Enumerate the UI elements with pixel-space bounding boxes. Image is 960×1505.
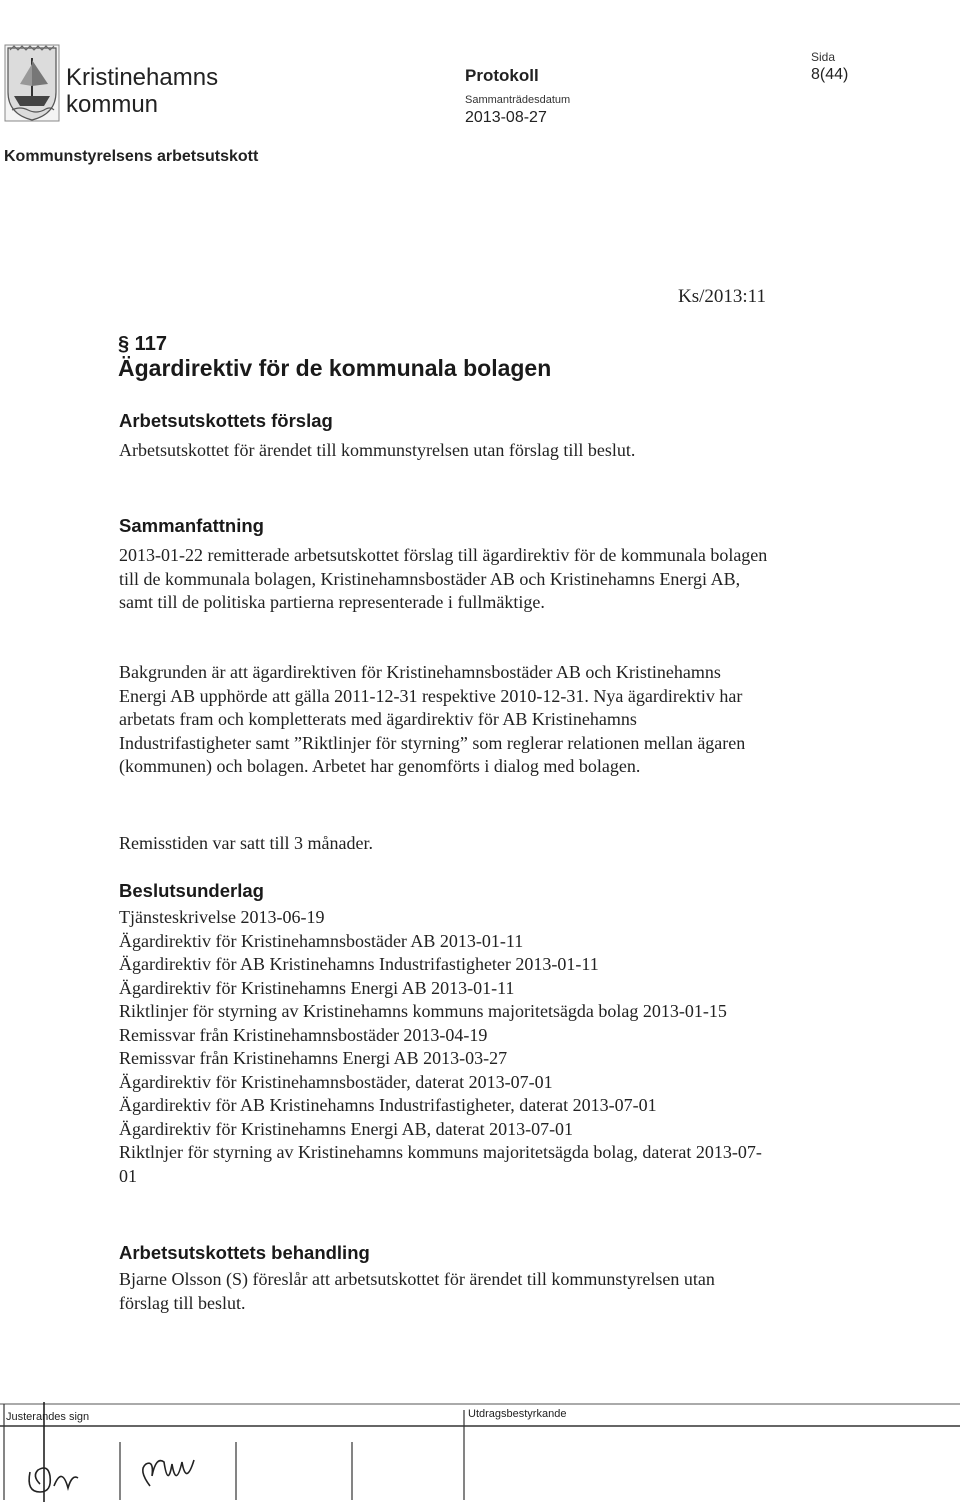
meeting-date-label: Sammanträdesdatum [465, 94, 571, 106]
list-item: Ägardirektiv för Kristinehamns Energi AB, daterat 2013-07-01 [119, 1118, 574, 1139]
organization-name [66, 64, 218, 118]
section-heading-handling: Arbetsutskottets behandling [119, 1242, 370, 1263]
page-label: Sida [811, 50, 836, 64]
extract-certification-label: Utdragsbestyrkande [468, 1408, 567, 1420]
background-text: Bakgrunden är att ägardirektiven för Kristinehamnsbostäder AB och Kristinehamns Energi AB upphörde att gälla 2011-12-31 respektive 2010-12-31. Nya ägardirektiv har arbetats fram och kompletterats med ägardirektiv för AB Kristinehamns Industrifastigheter samt ”Riktlinjer för styrning” som reglerar relationen mellan ägaren (kommunen) och bolagen. Arbetet har genomförts i dialog med bolagen. [119, 662, 746, 776]
list-item: Ägardirektiv för Kristinehamnsbostäder, daterat 2013-07-01 [119, 1071, 553, 1092]
meeting-date: 2013-08-27 [465, 109, 547, 126]
paragraph-title: Ägardirektiv för de kommunala bolagen [118, 355, 552, 381]
section-heading-decision-basis: Beslutsunderlag [119, 880, 264, 901]
list-item: Ägardirektiv för AB Kristinehamns Industrifastigheter, daterat 2013-07-01 [119, 1095, 657, 1115]
list-item: Ägardirektiv för AB Kristinehamns Industrifastigheter 2013-01-11 [119, 954, 599, 974]
document-type: Protokoll [465, 66, 539, 85]
paragraph-number: § 117 [118, 333, 167, 355]
list-item: Remissvar från Kristinehamnsbostäder 2013-04-19 [119, 1024, 488, 1045]
list-item: Remissvar från Kristinehamns Energi AB 2013-03-27 [119, 1048, 508, 1068]
consultation-period-text: Remisstiden var satt till 3 månader. [119, 833, 373, 853]
coat-of-arms-logo-icon [4, 44, 60, 122]
decision-basis-list [119, 906, 769, 1188]
handling-text: Bjarne Olsson (S) föreslår att arbetsutskottet för ärendet till kommunstyrelsen utan förslag till beslut. [119, 1269, 715, 1313]
initials-label: Justerandes sign [6, 1411, 90, 1423]
list-item: Riktlnjer för styrning av Kristinehamns kommuns majoritetsägda bolag, daterat 2013-07-01 [119, 1142, 762, 1186]
case-number: Ks/2013:11 [678, 286, 766, 307]
summary-text: 2013-01-22 remitterade arbetsutskottet förslag till ägardirektiv för de kommunala bolagen till de kommunala bolagen, Kristinehamnsbostäder AB och Kristinehamns Energi AB, samt till de politiska partierna representerade i fullmäktige. [119, 545, 768, 612]
list-item: Ägardirektiv för Kristinehamns Energi AB 2013-01-11 [119, 977, 515, 998]
proposal-text: Arbetsutskottet för ärendet till kommunstyrelsen utan förslag till beslut. [119, 440, 636, 460]
section-heading-summary: Sammanfattning [119, 515, 264, 536]
section-heading-proposal: Arbetsutskottets förslag [119, 410, 333, 431]
page-number: 8(44) [811, 66, 849, 83]
list-item: Ägardirektiv för Kristinehamnsbostäder AB 2013-01-11 [119, 930, 524, 951]
list-item: Tjänsteskrivelse 2013-06-19 [119, 907, 325, 927]
organization-name-line2: kommun [66, 91, 159, 118]
organization-name-line1: Kristinehamns [66, 64, 219, 91]
list-item: Riktlinjer för styrning av Kristinehamns kommuns majoritetsägda bolag 2013-01-15 [119, 1001, 727, 1021]
committee-name: Kommunstyrelsens arbetsutskott [4, 148, 259, 165]
